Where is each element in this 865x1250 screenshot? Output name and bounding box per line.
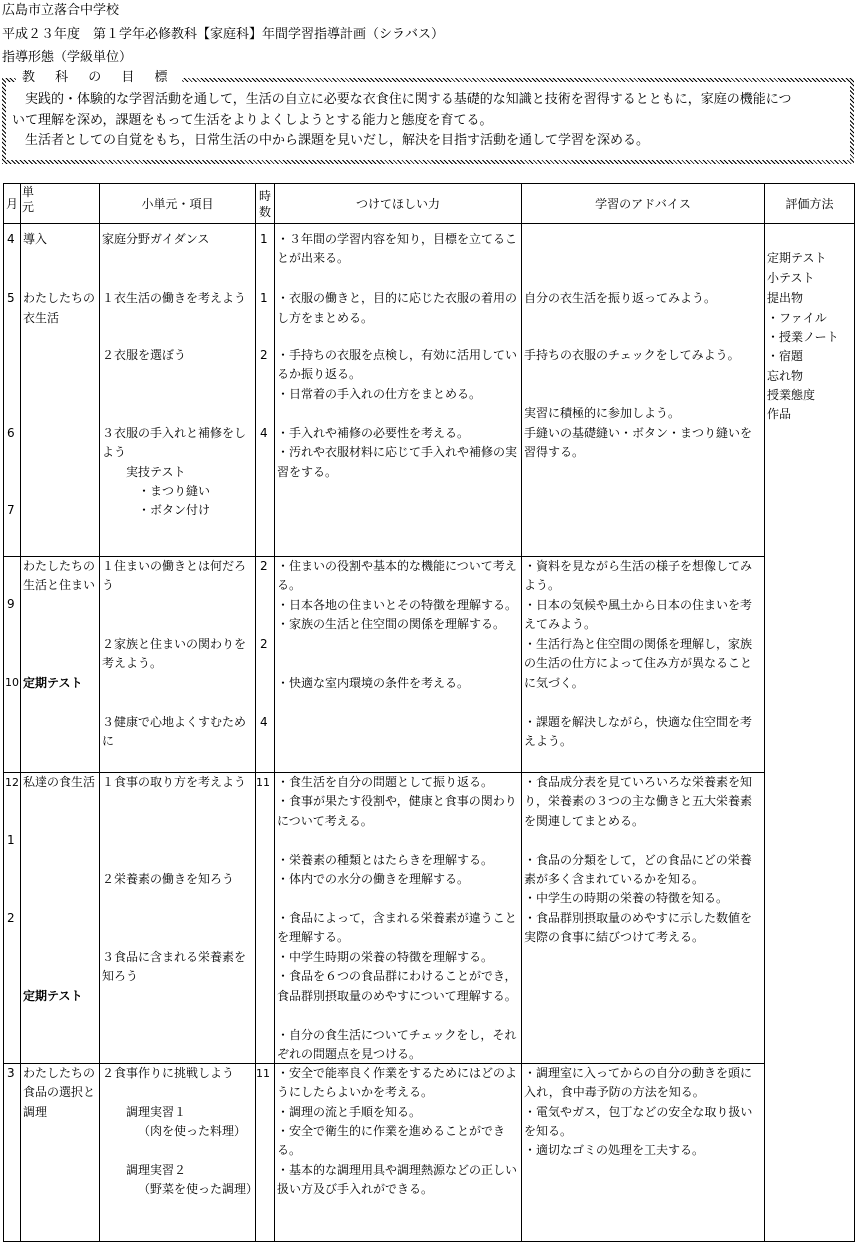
unit-cell: 導入 わたしたちの 衣生活 [21,224,100,557]
unit-cell: わたしたちの 食品の選択と 調理 [21,1064,100,1242]
advice-cell: 自分の衣生活を振り返ってみよう。 手持ちの衣服のチェックをしてみよう。 実習に積極的に参加しよう。 手縫いの基礎縫い・ボタン・まつり縫いを 習得する。 [522,224,765,557]
hours-cell: 11 [256,1064,275,1242]
hours-cell: 2 2 4 [256,557,275,773]
school-name: 広島市立落合中学校 [2,3,120,18]
skills-cell: ・食生活を自分の問題として振り返る。 ・食事が果たす役割や，健康と食事の関わり について考える。 ・栄養素の種類とはたらきを理解する。 ・体内での水分の働きを理解する。 ・食品によって，含まれる栄養素が違うこと を理解する。 ・中学生時期の栄養の特徴を理解する。 ・食品を６つの食品群にわけることができ， 食品群別摂取量のめやすについて理解する。 ・自分の食生活についてチェックをし，それ ぞれの問題点を見つける。 [275,773,522,1064]
plan-title: 平成２３年度 第１学年必修教科【家庭科】年間学習指導計画（シラバス） [2,27,445,42]
advice-cell: ・調理室に入ってからの自分の動きを頭に 入れ，食中毒予防の方法を知る。 ・電気やガス，包丁などの安全な取り扱い を知る。 ・適切なゴミの処理を工夫する。 [522,1064,765,1242]
col-unit: 単 元 [21,184,100,224]
col-month: 月 [4,184,21,224]
month-cell: 4 5 6 7 [4,224,21,557]
col-evaluation: 評価方法 [765,184,855,224]
table-row [4,1064,855,1242]
col-skills: つけてほしい力 [275,184,522,224]
month-cell: 3 [4,1064,21,1242]
col-advice: 学習のアドバイス [522,184,765,224]
evaluation-cell: 定期テスト 小テスト 提出物 ・ファイル ・授業ノート ・宿題 忘れ物 授業態度 作品 [765,224,855,1242]
unit-cell: 私達の食生活 定期テスト [21,773,100,1064]
goal-para2: 生活者としての自覚をもち，日常生活の中から課題を見いだし，解決を目指す活動を通して学習を深める。 [25,133,650,148]
table-row [4,224,855,557]
instruction-form: 指導形態（学級単位） [2,50,133,65]
goal-title: 教 科 の 目 標 [16,70,182,86]
syllabus-table [3,183,855,1242]
subunit-cell: １住まいの働きとは何だろ う ２家族と住まいの関わりを 考えよう。 ３健康で心地よくすむため に [100,557,256,773]
month-cell: 12 1 2 [4,773,21,1064]
col-hours: 時 数 [256,184,275,224]
advice-cell: ・食品成分表を見ていろいろな栄養素を知 り，栄養素の３つの主な働きと五大栄養素 を関連してまとめる。 ・食品の分類をして，どの食品にどの栄養 素が多く含まれているかを知る。 ・中学生の時期の栄養の特徴を知る。 ・食品群別摂取量のめやすに示した数値を 実際の食事に結びつけて考える。 [522,773,765,1064]
table-row [4,557,855,773]
table-header-row [4,184,855,224]
subunit-cell: ２食事作りに挑戦しよう 調理実習１ （肉を使った料理） 調理実習２ （野菜を使った調理） [100,1064,256,1242]
skills-cell: ・安全で能率良く作業をするためにはどのよ うにしたらよいかを考える。 ・調理の流と手順を知る。 ・安全で衛生的に作業を進めることができ る。 ・基本的な調理用具や調理熱源などの正しい 扱い方及び手入れができる。 [275,1064,522,1242]
goal-para1-line1: 実践的・体験的な学習活動を通して，生活の自立に必要な衣食住に関する基礎的な知識と技術を習得するとともに，家庭の機能につ [25,92,792,107]
goal-para1-line2: いて理解を深め，課題をもって生活をよりよくしようとする能力と態度を育てる。 [12,112,493,128]
table-row [4,773,855,1064]
subunit-cell: １食事の取り方を考えよう ２栄養素の働きを知ろう ３食品に含まれる栄養素を 知ろう [100,773,256,1064]
skills-cell: ・３年間の学習内容を知り，目標を立てるこ とが出来る。 ・衣服の働きと，目的に応じた衣服の着用の し方をまとめる。 ・手持ちの衣服を点検し，有効に活用してい るか振り返る。 ・日常着の手入れの仕方をまとめる。 ・手入れや補修の必要性を考える。 ・汚れや衣服材料に応じて手入れや補修の実 習をする。 [275,224,522,557]
hours-cell: 1 1 2 4 [256,224,275,557]
subject-goal-box [2,70,854,164]
subunit-cell: 家庭分野ガイダンス １衣生活の働きを考えよう ２衣服を選ぼう ３衣服の手入れと補修をし よう 実技テスト ・まつり縫い ・ボタン付け [100,224,256,557]
col-subunit: 小単元・項目 [100,184,256,224]
skills-cell: ・住まいの役割や基本的な機能について考え る。 ・日本各地の住まいとその特徴を理解する。 ・家族の生活と住空間の関係を理解する。 ・快適な室内環境の条件を考える。 [275,557,522,773]
month-cell: 9 10 [4,557,21,773]
regular-test-label: 定期テスト [23,989,83,1003]
regular-test-label: 定期テスト [23,676,83,690]
goal-text [12,90,846,152]
unit-cell: わたしたちの 生活と住まい 定期テスト [21,557,100,773]
advice-cell: ・資料を見ながら生活の様子を想像してみ よう。 ・日本の気候や風土から日本の住まいを考 えてみよう。 ・生活行為と住空間の関係を理解し，家族 の生活の仕方によって住み方が異なること に気づく。 ・課題を解決しながら，快適な住空間を考 えよう。 [522,557,765,773]
hours-cell: 11 [256,773,275,1064]
